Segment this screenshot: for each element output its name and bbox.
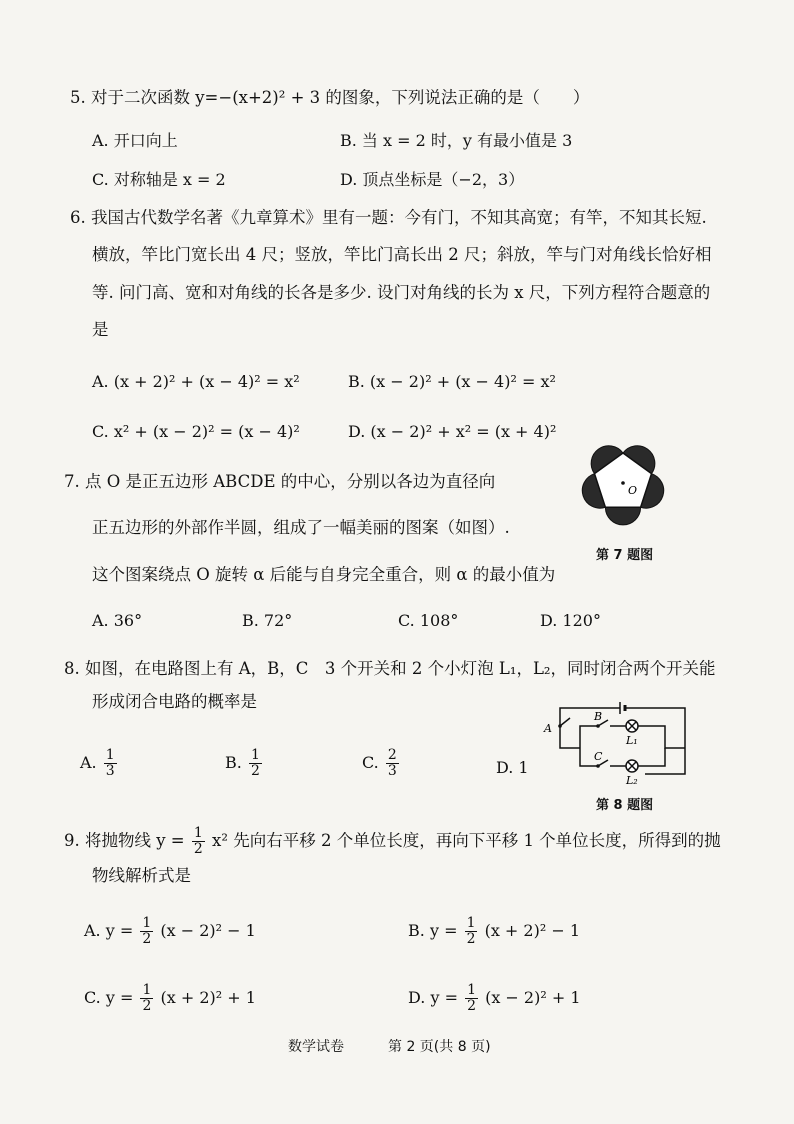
q8-figure-caption: 第 8 题图 [596, 798, 654, 813]
q9-line-2: 物线解析式是 [92, 866, 191, 885]
q8-switch-c-label: C [594, 750, 603, 763]
q7-line-3: 这个图案绕点 O 旋转 α 后能与自身完全重合，则 α 的最小值为 [92, 565, 556, 584]
q5-option-c: C. 对称轴是 x = 2 [92, 170, 226, 189]
q7-figure-caption: 第 7 题图 [596, 548, 654, 563]
q8-line-2: 形成闭合电路的概率是 [92, 692, 257, 711]
q8-option-b: B. $\frac{1}{2}$ [225, 747, 260, 779]
q8-option-a: A. $\frac{1}{3}$ [80, 747, 115, 779]
footer-subject: 数学试卷 [288, 1039, 344, 1055]
q5-option-a: A. 开口向上 [92, 131, 178, 150]
q6-option-a: A. (x + 2)² + (x − 4)² = x² [92, 372, 300, 391]
q9-option-c: C. y = $\frac{1}{2}$ (x + 2)² + 1 [84, 982, 256, 1014]
q7-center-label: O [628, 484, 638, 497]
q9-option-b: B. y = $\frac{1}{2}$ (x + 2)² − 1 [408, 915, 581, 947]
q8-lamp-l2-label: L₂ [626, 774, 638, 787]
q6-line-3: 等. 问门高、宽和对角线的长各是多少. 设门对角线的长为 x 尺，下列方程符合题意的 [92, 283, 711, 302]
q8-lamp-l1-label: L₁ [626, 734, 638, 747]
q7-semicircle-petal [605, 507, 640, 525]
q7-option-a: A. 36° [92, 611, 143, 630]
q7-option-b: B. 72° [242, 611, 293, 630]
q6-option-c: C. x² + (x − 2)² = (x − 4)² [92, 422, 300, 441]
q7-line-1: 7. 点 O 是正五边形 ABCDE 的中心，分别以各边为直径向 [64, 472, 496, 491]
q6-option-d: D. (x − 2)² + x² = (x + 4)² [348, 422, 557, 441]
q9-option-a: A. y = $\frac{1}{2}$ (x − 2)² − 1 [84, 915, 256, 947]
q6-line-4: 是 [92, 320, 109, 339]
q8-switch-a-label: A [544, 722, 552, 735]
q8-line-1: 8. 如图，在电路图上有 A，B，C 3 个开关和 2 个小灯泡 L₁，L₂，同时闭合两个开关能 [64, 659, 716, 678]
q8-circuit-figure [540, 696, 690, 786]
q7-option-c: C. 108° [398, 611, 459, 630]
q6-line-2: 横放，竿比门宽长出 4 尺；竖放，竿比门高长出 2 尺；斜放，竿与门对角线长恰好相 [92, 245, 712, 264]
q9-line-1: 9. 将抛物线 y = $\frac{1}{2}$ x² 先向右平移 2 个单位长度，再向下平移 1 个单位长度，所得到的抛 [64, 825, 721, 857]
q8-switch-b-label: B [594, 710, 603, 723]
q5-stem: 5. 对于二次函数 y=−(x+2)² + 3 的图象，下列说法正确的是（ ） [70, 88, 590, 107]
q7-line-2: 正五边形的外部作半圆，组成了一幅美丽的图案（如图）. [92, 518, 510, 537]
q8-option-d: D. 1 [496, 758, 529, 777]
q7-pentagon-figure [568, 426, 678, 536]
footer-page-number: 第 2 页(共 8 页) [388, 1039, 491, 1055]
q5-option-b: B. 当 x = 2 时，y 有最小值是 3 [340, 131, 573, 150]
q6-line-1: 6. 我国古代数学名著《九章算术》里有一题：今有门，不知其高宽；有竿，不知其长短. [70, 208, 707, 227]
q7-option-d: D. 120° [540, 611, 601, 630]
q9-option-d: D. y = $\frac{1}{2}$ (x − 2)² + 1 [408, 982, 581, 1014]
q6-option-b: B. (x − 2)² + (x − 4)² = x² [348, 372, 556, 391]
q5-option-d: D. 顶点坐标是（−2，3） [340, 170, 525, 189]
q8-option-c: C. $\frac{2}{3}$ [362, 747, 397, 779]
